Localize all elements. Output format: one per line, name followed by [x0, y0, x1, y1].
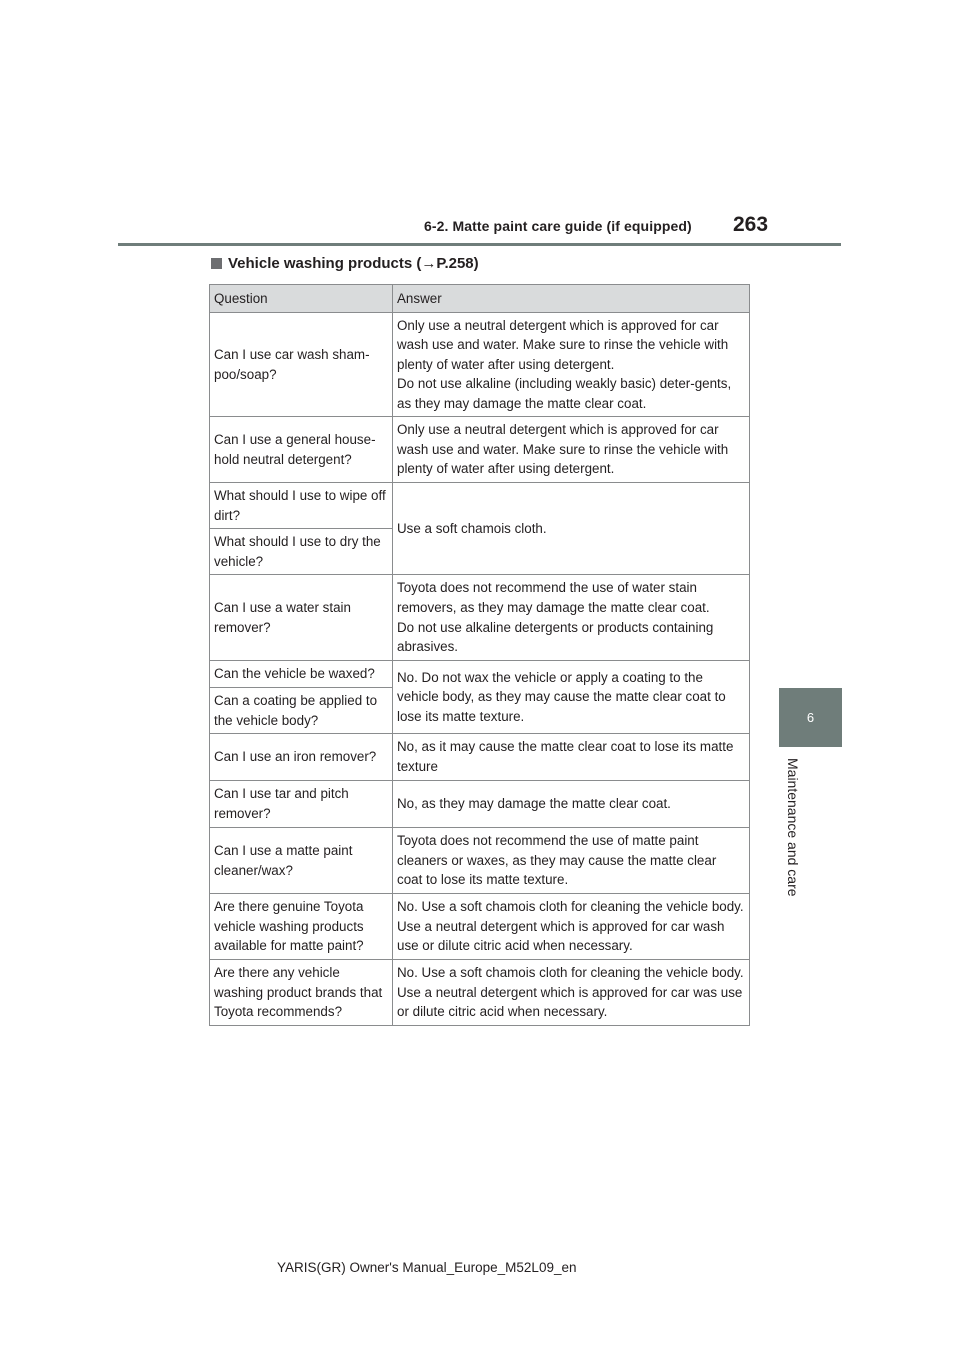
qa-table: [209, 284, 750, 1026]
header-divider: [118, 243, 841, 246]
table-row: [210, 417, 750, 483]
column-header-answer: Answer: [393, 285, 750, 313]
section-heading-text: Vehicle washing products (→P.258): [228, 255, 479, 272]
square-bullet-icon: [211, 258, 222, 269]
table-header-row: [210, 285, 750, 313]
table-row: [210, 483, 750, 529]
question-cell: Can the vehicle be waxed?: [210, 661, 393, 688]
table-row: [210, 661, 750, 688]
answer-cell: [393, 313, 750, 417]
table-row: [210, 313, 750, 417]
question-cell: Are there any vehicle washing product brands that Toyota recommends?: [210, 960, 393, 1026]
table-row: [210, 575, 750, 661]
table-row: [210, 781, 750, 828]
question-cell: Can I use an iron remover?: [210, 734, 393, 781]
table-row: [210, 734, 750, 781]
page-number: 263: [733, 213, 769, 236]
section-title: 6-2. Matte paint care guide (if equipped): [424, 218, 692, 234]
answer-line: Only use a neutral detergent which is approved for car wash use and water. Make sure to rinse the vehicle with plenty of water after using detergent.: [397, 317, 729, 372]
answer-cell: [393, 894, 750, 960]
question-cell: What should I use to dry the vehicle?: [210, 529, 393, 575]
answer-line: Toyota does not recommend the use of water stain removers, as they may damage the matte clear coat.: [397, 580, 710, 615]
answer-cell: [393, 960, 750, 1026]
answer-cell: [393, 828, 750, 894]
answer-cell: [393, 734, 750, 781]
question-cell: Can a coating be applied to the vehicle body?: [210, 688, 393, 734]
answer-line: No, as it may cause the matte clear coat to lose its matte texture: [397, 739, 734, 774]
answer-cell: [393, 575, 750, 661]
table-row: [210, 828, 750, 894]
question-cell: Can I use car wash sham-poo/soap?: [210, 313, 393, 417]
table-row: [210, 960, 750, 1026]
question-cell: Can I use a matte paint cleaner/wax?: [210, 828, 393, 894]
answer-line: No. Use a soft chamois cloth for cleaning the vehicle body. Use a neutral detergent which is approved for car was use or dilute citric acid when necessary.: [397, 965, 744, 1020]
answer-cell: [393, 781, 750, 828]
answer-line: Only use a neutral detergent which is approved for car wash use and water. Make sure to rinse the vehicle with plenty of water after using detergent.: [397, 422, 729, 477]
answer-line: Do not use alkaline (including weakly basic) deter-gents, as they may damage the matte clear coat.: [397, 376, 732, 411]
chapter-number: 6: [806, 710, 815, 725]
answer-line: Use a soft chamois cloth.: [397, 520, 547, 536]
table-row: [210, 894, 750, 960]
answer-line: Toyota does not recommend the use of matte paint cleaners or waxes, as they may cause the matte clear coat to lose its matte texture.: [397, 833, 717, 888]
question-cell: What should I use to wipe off dirt?: [210, 483, 393, 529]
chapter-label: Maintenance and care: [785, 758, 801, 897]
question-cell: Are there genuine Toyota vehicle washing products available for matte paint?: [210, 894, 393, 960]
question-cell: Can I use tar and pitch remover?: [210, 781, 393, 828]
answer-cell: [393, 483, 750, 575]
question-cell: Can I use a water stain remover?: [210, 575, 393, 661]
section-heading: [211, 255, 479, 272]
answer-line: No. Use a soft chamois cloth for cleaning the vehicle body. Use a neutral detergent which is approved for car wash use or dilute citric acid when necessary.: [397, 899, 744, 954]
answer-cell: [393, 417, 750, 483]
answer-cell: [393, 661, 750, 734]
answer-line: Do not use alkaline detergents or products containing abrasives.: [397, 619, 714, 655]
answer-line: No, as they may damage the matte clear coat.: [397, 796, 671, 812]
question-cell: Can I use a general house-hold neutral detergent?: [210, 417, 393, 483]
footer-manual-id: YARIS(GR) Owner's Manual_Europe_M52L09_en: [277, 1260, 577, 1275]
answer-line: No. Do not wax the vehicle or apply a coating to the vehicle body, as they may cause the matte clear coat to lose its matte texture.: [397, 669, 726, 724]
chapter-tab: [779, 688, 842, 747]
column-header-question: Question: [210, 285, 393, 313]
